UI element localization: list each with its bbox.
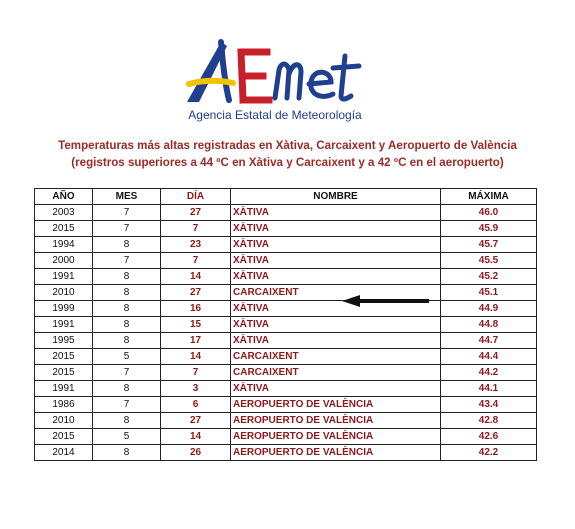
cell-month: 7 <box>93 221 161 237</box>
table-row <box>35 285 537 301</box>
cell-name: AEROPUERTO DE VALÈNCIA <box>231 445 441 461</box>
page-title <box>20 137 555 171</box>
cell-day: 7 <box>161 221 231 237</box>
cell-day: 17 <box>161 333 231 349</box>
cell-max: 44.2 <box>441 365 537 381</box>
table-row <box>35 237 537 253</box>
cell-year: 1991 <box>35 317 93 333</box>
cell-max: 44.8 <box>441 317 537 333</box>
cell-year: 1986 <box>35 397 93 413</box>
cell-day: 6 <box>161 397 231 413</box>
cell-max: 45.1 <box>441 285 537 301</box>
cell-day: 7 <box>161 253 231 269</box>
temperature-table <box>34 188 537 461</box>
cell-day: 15 <box>161 317 231 333</box>
table-row <box>35 349 537 365</box>
cell-month: 7 <box>93 397 161 413</box>
cell-day: 27 <box>161 205 231 221</box>
cell-year: 2010 <box>35 413 93 429</box>
table-row <box>35 205 537 221</box>
table-row <box>35 333 537 349</box>
cell-day: 23 <box>161 237 231 253</box>
header-name: NOMBRE <box>231 189 441 205</box>
cell-month: 8 <box>93 381 161 397</box>
header-year: AÑO <box>35 189 93 205</box>
cell-year: 2000 <box>35 253 93 269</box>
aemet-logo <box>175 36 375 128</box>
logo-subtitle: Agencia Estatal de Meteorología <box>188 108 362 122</box>
table-row <box>35 445 537 461</box>
cell-year: 1994 <box>35 237 93 253</box>
cell-name: CARCAIXENT <box>231 365 441 381</box>
cell-day: 16 <box>161 301 231 317</box>
table-row <box>35 413 537 429</box>
cell-max: 43.4 <box>441 397 537 413</box>
table-row <box>35 301 537 317</box>
cell-year: 2014 <box>35 445 93 461</box>
title-line-1: Temperaturas más altas registradas en Xàtiva, Carcaixent y Aeropuerto de València <box>58 139 517 152</box>
cell-year: 2010 <box>35 285 93 301</box>
cell-name: AEROPUERTO DE VALÈNCIA <box>231 413 441 429</box>
cell-year: 1991 <box>35 381 93 397</box>
cell-day: 7 <box>161 365 231 381</box>
cell-max: 44.9 <box>441 301 537 317</box>
cell-max: 45.2 <box>441 269 537 285</box>
cell-month: 7 <box>93 365 161 381</box>
cell-month: 7 <box>93 205 161 221</box>
table-row <box>35 365 537 381</box>
cell-max: 44.4 <box>441 349 537 365</box>
cell-max: 42.2 <box>441 445 537 461</box>
cell-month: 5 <box>93 349 161 365</box>
table-row <box>35 381 537 397</box>
table-row <box>35 397 537 413</box>
cell-name: XÀTIVA <box>231 253 441 269</box>
cell-day: 27 <box>161 413 231 429</box>
cell-max: 45.9 <box>441 221 537 237</box>
cell-month: 8 <box>93 445 161 461</box>
table-header-row <box>35 189 537 205</box>
table-row <box>35 253 537 269</box>
cell-year: 1999 <box>35 301 93 317</box>
cell-max: 45.7 <box>441 237 537 253</box>
cell-name: XÀTIVA <box>231 381 441 397</box>
cell-month: 8 <box>93 285 161 301</box>
cell-month: 5 <box>93 429 161 445</box>
cell-year: 2015 <box>35 429 93 445</box>
cell-day: 26 <box>161 445 231 461</box>
cell-month: 8 <box>93 301 161 317</box>
table-row <box>35 269 537 285</box>
cell-name: XÀTIVA <box>231 269 441 285</box>
header-month: MES <box>93 189 161 205</box>
cell-name: XÀTIVA <box>231 333 441 349</box>
cell-year: 1991 <box>35 269 93 285</box>
cell-month: 8 <box>93 237 161 253</box>
cell-month: 7 <box>93 253 161 269</box>
cell-name: AEROPUERTO DE VALÈNCIA <box>231 429 441 445</box>
title-line-2: (registros superiores a 44 ºC en Xàtiva y Carcaixent y a 42 ºC en el aeropuerto) <box>71 156 504 169</box>
cell-name: XÀTIVA <box>231 301 441 317</box>
cell-month: 8 <box>93 317 161 333</box>
cell-name: XÀTIVA <box>231 221 441 237</box>
cell-day: 14 <box>161 429 231 445</box>
cell-max: 46.0 <box>441 205 537 221</box>
table-row <box>35 221 537 237</box>
cell-max: 44.7 <box>441 333 537 349</box>
cell-name: CARCAIXENT <box>231 349 441 365</box>
header-day: DÍA <box>161 189 231 205</box>
table-row <box>35 317 537 333</box>
cell-year: 2015 <box>35 349 93 365</box>
arrow-left-icon <box>340 293 432 309</box>
cell-year: 2015 <box>35 365 93 381</box>
cell-max: 42.8 <box>441 413 537 429</box>
cell-day: 14 <box>161 269 231 285</box>
cell-day: 27 <box>161 285 231 301</box>
cell-month: 8 <box>93 333 161 349</box>
cell-year: 1995 <box>35 333 93 349</box>
table-row <box>35 429 537 445</box>
cell-max: 42.6 <box>441 429 537 445</box>
cell-name: CARCAIXENT <box>231 285 441 301</box>
cell-day: 14 <box>161 349 231 365</box>
cell-year: 2003 <box>35 205 93 221</box>
header-max: MÁXIMA <box>441 189 537 205</box>
cell-name: XÀTIVA <box>231 317 441 333</box>
cell-max: 45.5 <box>441 253 537 269</box>
aemet-wordmark-graphic <box>175 36 375 108</box>
cell-name: AEROPUERTO DE VALÈNCIA <box>231 397 441 413</box>
cell-name: XÀTIVA <box>231 205 441 221</box>
cell-max: 44.1 <box>441 381 537 397</box>
cell-month: 8 <box>93 269 161 285</box>
cell-name: XÀTIVA <box>231 237 441 253</box>
cell-month: 8 <box>93 413 161 429</box>
cell-year: 2015 <box>35 221 93 237</box>
cell-day: 3 <box>161 381 231 397</box>
